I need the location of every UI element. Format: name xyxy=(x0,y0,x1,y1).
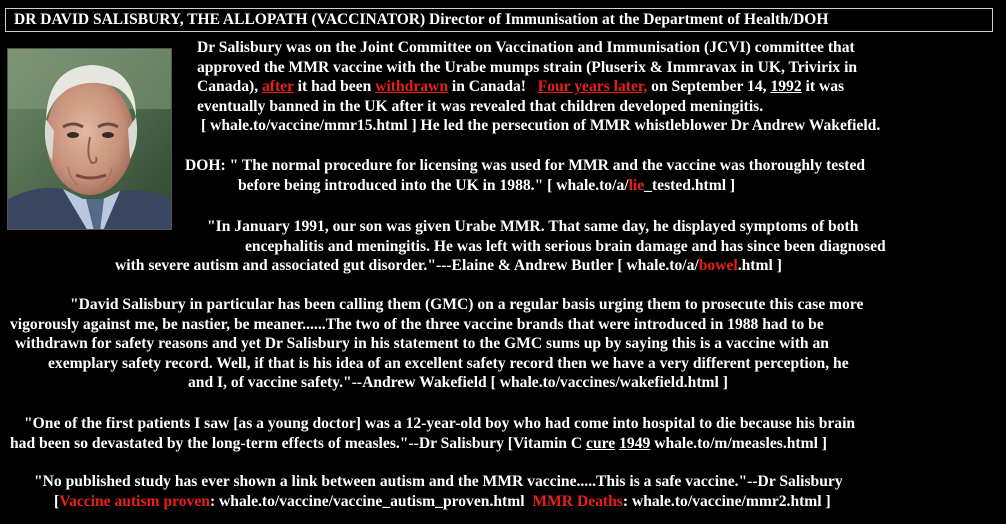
butler-line xyxy=(115,256,886,276)
text-fragment: [ xyxy=(54,492,60,510)
text-fragment: _tested.html ] xyxy=(644,176,736,194)
measles-line xyxy=(10,434,855,454)
intro-line xyxy=(197,77,880,97)
page-title: DR DAVID SALISBURY, THE ALLOPATH (VACCINATOR) Director of Immunisation at the Department of Health/DOH xyxy=(5,8,993,32)
lie-link[interactable]: lie xyxy=(628,176,645,194)
four-years-later-link[interactable]: Four years later, xyxy=(537,78,648,95)
safe-vaccine-quote xyxy=(34,472,843,511)
intro-line: approved the MMR vaccine with the Urabe mumps strain (Pluserix & Immravax in UK, Trivirix in xyxy=(197,58,858,76)
withdrawn-link[interactable]: withdrawn xyxy=(375,78,448,95)
after-link[interactable]: after xyxy=(262,78,294,95)
intro-line: eventually banned in the UK after it was revealed that children developed meningitis. xyxy=(197,97,764,115)
doh-line xyxy=(185,176,865,196)
text-fragment: it had been xyxy=(293,78,376,95)
intro-line: Dr Salisbury was on the Joint Committee on Vaccination and Immunisation (JCVI) committee that xyxy=(197,39,855,56)
year-1992-link[interactable]: 1992 xyxy=(770,78,802,95)
wakefield-line: "David Salisbury in particular has been calling them (GMC) on a regular basis urging them to prosecute this case more xyxy=(70,296,864,313)
wakefield-quote xyxy=(10,295,863,393)
doh-quote xyxy=(185,156,865,195)
text-fragment: on September 14, xyxy=(647,78,771,95)
text-fragment: before being introduced into the UK in 1988." [ whale.to/a/ xyxy=(238,176,629,194)
vaccine-autism-proven-link[interactable]: Vaccine autism proven xyxy=(59,492,210,510)
text-fragment: : whale.to/vaccine/mmr2.html ] xyxy=(622,492,831,510)
butler-line: encephalitis and meningitis. He was left with serious brain damage and has since been diagnosed xyxy=(245,237,886,255)
wakefield-line: exemplary safety record. Well, if that is his idea of an excellent safety record then we have a very different perception, he xyxy=(48,354,849,372)
measles-quote xyxy=(10,414,855,453)
text-fragment: it was xyxy=(801,78,845,95)
text-fragment: with severe autism and associated gut disorder."---Elaine & Andrew Butler [ whale.to/a/ xyxy=(115,257,699,274)
text-fragment: : whale.to/vaccine/vaccine_autism_proven.html xyxy=(209,492,533,510)
intro-paragraph xyxy=(197,38,880,136)
text-fragment: in Canada! xyxy=(448,78,538,95)
year-1949-link[interactable]: 1949 xyxy=(619,434,651,452)
safe-line xyxy=(34,492,843,512)
text-fragment: whale.to/m/measles.html ] xyxy=(650,434,827,452)
portrait-photo xyxy=(7,48,172,230)
measles-line: "One of the first patients I saw [as a young doctor] was a 12-year-old boy who had come into hospital to die because his brain xyxy=(24,415,856,432)
cure-link[interactable]: cure xyxy=(586,434,616,452)
text-fragment: .html ] xyxy=(737,257,782,274)
text-fragment: Canada), xyxy=(197,78,262,95)
text-fragment: had been so devastated by the long-term effects of measles."--Dr Salisbury [Vitamin C xyxy=(10,434,587,452)
butler-line: "In January 1991, our son was given Urabe MMR. That same day, he displayed symptoms of both xyxy=(207,218,859,235)
wakefield-line: vigorously against me, be nastier, be meaner......The two of the three vaccine brands that were introduced in 1988 had to be xyxy=(10,315,824,333)
portrait-image xyxy=(8,49,172,230)
bowel-link[interactable]: bowel xyxy=(698,257,738,274)
butler-quote xyxy=(115,217,886,276)
wakefield-line: and I, of vaccine safety."--Andrew Wakefield [ whale.to/vaccines/wakefield.html ] xyxy=(188,374,728,391)
safe-line: "No published study has ever shown a link between autism and the MMR vaccine.....This is a safe vaccine."--Dr Salisbury xyxy=(34,473,843,490)
wakefield-line: withdrawn for safety reasons and yet Dr Salisbury in his statement to the GMC sums up by saying this is a vaccine with an xyxy=(15,335,829,352)
intro-line: [ whale.to/vaccine/mmr15.html ] He led the persecution of MMR whistleblower Dr Andrew Wakefield. xyxy=(201,117,881,134)
doh-line: DOH: " The normal procedure for licensing was used for MMR and the vaccine was thoroughly tested xyxy=(185,157,866,174)
mmr-deaths-link[interactable]: MMR Deaths xyxy=(532,492,623,510)
